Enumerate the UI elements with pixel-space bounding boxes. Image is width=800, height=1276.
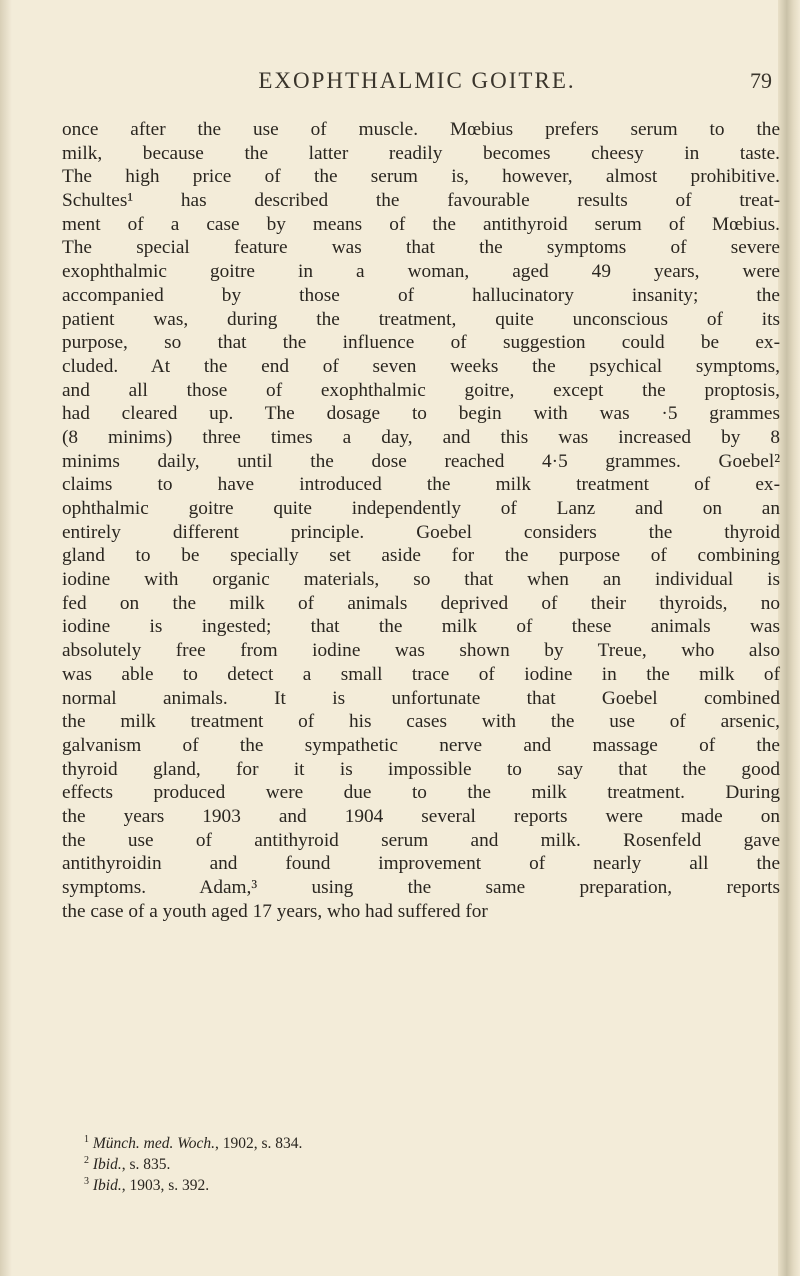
running-title: EXOPHTHALMIC GOITRE. — [258, 68, 576, 93]
page-edge — [778, 0, 800, 1276]
text-line: the use of antithyroid serum and milk. Rosenfeld gave — [62, 829, 780, 851]
text-line: absolutely free from iodine was shown by Treue, who also — [62, 640, 780, 662]
text-line: minims daily, until the dose reached 4·5 grammes. Goebel² — [62, 450, 780, 472]
footnote-reference: , 1902, s. 834. — [214, 1135, 303, 1153]
text-line: had cleared up. The dosage to begin with was ·5 grammes — [62, 403, 780, 425]
footnotes — [84, 1129, 584, 1195]
text-line: effects produced were due to the milk treatment. During — [62, 782, 780, 804]
footnote-mark: 2 — [84, 1155, 89, 1166]
text-line: the years 1903 and 1904 several reports were made on — [62, 805, 780, 827]
text-line: ment of a case by means of the antithyroid serum of Mœbius. — [62, 213, 780, 235]
text-line: the milk treatment of his cases with the use of arsenic, — [62, 711, 780, 733]
footnote-source: Ibid. — [92, 1156, 122, 1174]
text-line: exophthalmic goitre in a woman, aged 49 years, were — [62, 261, 780, 283]
text-line: ophthalmic goitre quite independently of Lanz and on an — [62, 498, 780, 519]
text-line: accompanied by those of hallucinatory insanity; the — [62, 284, 780, 306]
text-line: entirely different principle. Goebel considers the thyroid — [62, 521, 780, 543]
text-line: patient was, during the treatment, quite unconscious of its — [62, 308, 780, 330]
footnote-source: Ibid. — [92, 1177, 122, 1195]
footnote-mark: 1 — [84, 1134, 89, 1145]
text-line: was able to detect a small trace of iodine in the milk of — [62, 663, 780, 685]
text-line: milk, because the latter readily becomes cheesy in taste. — [62, 142, 780, 164]
text-line: gland to be specially set aside for the purpose of combining — [62, 545, 780, 567]
text-line: once after the use of muscle. Mœbius prefers serum to the — [62, 119, 780, 140]
page-number: 79 — [750, 68, 772, 93]
text-line: Schultes¹ has described the favourable results of treat- — [62, 190, 780, 212]
text-line: iodine is ingested; that the milk of these animals was — [62, 616, 780, 638]
text-line: galvanism of the sympathetic nerve and massage of the — [62, 734, 780, 756]
text-line: symptoms. Adam,³ using the same preparation, reports — [62, 877, 780, 898]
text-line: thyroid gland, for it is impossible to say that the good — [62, 758, 780, 780]
body-text — [62, 118, 780, 923]
text-line: The special feature was that the symptoms of severe — [62, 237, 780, 259]
footnote — [84, 1171, 584, 1195]
text-line: cluded. At the end of seven weeks the psychical symptoms, — [62, 355, 780, 377]
footnote-source: Münch. med. Woch. — [92, 1135, 215, 1153]
text-line: iodine with organic materials, so that when an individual is — [62, 569, 780, 591]
text-line: antithyroidin and found improvement of nearly all the — [62, 853, 780, 875]
text-line: claims to have introduced the milk treatment of ex- — [62, 474, 780, 496]
text-line: (8 minims) three times a day, and this was increased by 8 — [62, 426, 780, 448]
text-line: and all those of exophthalmic goitre, except the proptosis, — [62, 379, 780, 401]
text-line: fed on the milk of animals deprived of their thyroids, no — [62, 592, 780, 614]
gutter-shadow — [0, 0, 12, 1276]
text-line: normal animals. It is unfortunate that Goebel combined — [62, 687, 780, 709]
text-line: The high price of the serum is, however, almost prohibitive. — [62, 166, 780, 188]
footnote-reference: , 1903, s. 392. — [121, 1177, 210, 1195]
footnote — [84, 1129, 584, 1153]
page-header — [62, 68, 772, 108]
footnote-mark: 3 — [84, 1176, 89, 1187]
text-line: purpose, so that the influence of suggestion could be ex- — [62, 332, 780, 354]
text-line: the case of a youth aged 17 years, who had suffered for — [62, 900, 488, 922]
footnote-reference: , s. 835. — [121, 1156, 171, 1174]
footnote — [84, 1150, 584, 1174]
